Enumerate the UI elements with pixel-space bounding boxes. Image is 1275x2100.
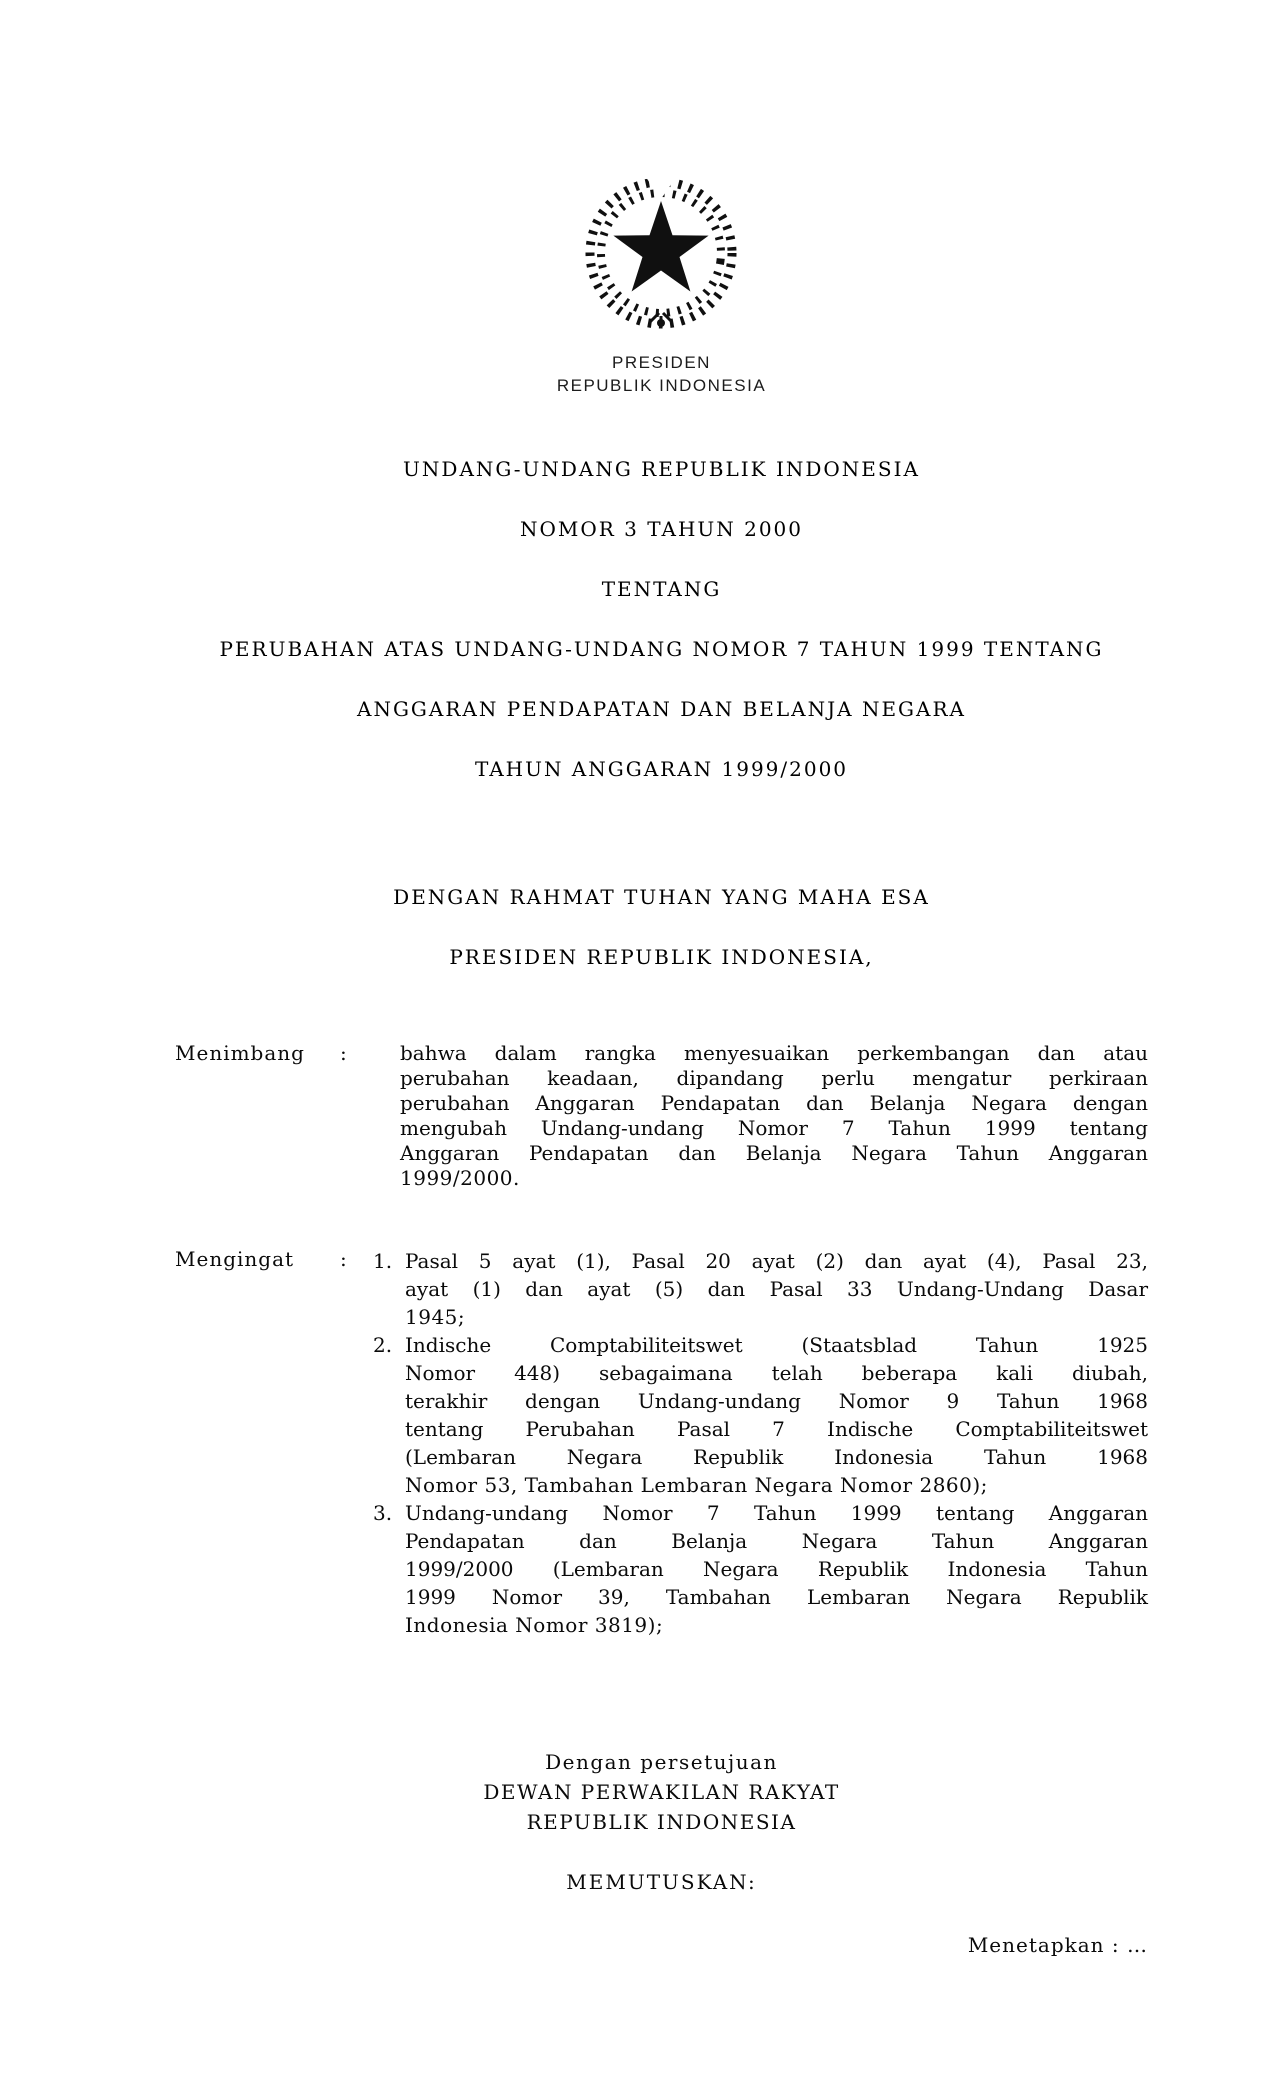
- paragraph-line: 1999 Nomor 39, Tambahan Lembaran Negara Republik: [405, 1585, 1148, 1609]
- menimbang-paragraph: [400, 1041, 1148, 1191]
- list-item-number: 1.: [373, 1249, 393, 1273]
- list-item: [373, 1331, 1148, 1499]
- list-item-text: [405, 1331, 1148, 1499]
- list-item: [373, 1247, 1148, 1331]
- law-title-line: ANGGARAN PENDAPATAN DAN BELANJA NEGARA: [357, 697, 966, 721]
- paragraph-line: terakhir dengan Undang-undang Nomor 9 Tahun 1968: [405, 1389, 1148, 1413]
- paragraph-line: 1945;: [405, 1305, 466, 1329]
- paragraph-line: perubahan keadaan, dipandang perlu mengatur perkiraan: [400, 1066, 1148, 1090]
- agreement-line: Dengan persetujuan: [545, 1750, 778, 1774]
- paragraph-line: Anggaran Pendapatan dan Belanja Negara Tahun Anggaran: [400, 1141, 1148, 1165]
- preamble-invocation: DENGAN RAHMAT TUHAN YANG MAHA ESA: [393, 885, 930, 909]
- law-title-line: TENTANG: [601, 577, 722, 601]
- list-item: [373, 1499, 1148, 1639]
- paragraph-line: mengubah Undang-undang Nomor 7 Tahun 1999 tentang: [400, 1116, 1148, 1140]
- paragraph-line: Nomor 53, Tambahan Lembaran Negara Nomor 2860);: [405, 1473, 988, 1497]
- paragraph-line: perubahan Anggaran Pendapatan dan Belanja Negara dengan: [400, 1091, 1148, 1115]
- paragraph-line: Indische Comptabiliteitswet (Staatsblad Tahun 1925: [405, 1333, 1148, 1357]
- letterhead-republik-indonesia: REPUBLIK INDONESIA: [556, 376, 767, 395]
- agreement-block: [175, 1747, 1148, 1837]
- mengingat-label: Mengingat: [175, 1247, 295, 1271]
- letterhead: [175, 351, 1148, 397]
- list-item-text: [405, 1499, 1148, 1639]
- letterhead-presiden: PRESIDEN: [612, 353, 711, 372]
- paragraph-line: (Lembaran Negara Republik Indonesia Tahun 1968: [405, 1445, 1148, 1469]
- paragraph-line: Pasal 5 ayat (1), Pasal 20 ayat (2) dan ayat (4), Pasal 23,: [405, 1249, 1148, 1273]
- agreement-line: DEWAN PERWAKILAN RAKYAT: [483, 1780, 840, 1804]
- list-item-number: 3.: [373, 1501, 393, 1525]
- preamble-authority: PRESIDEN REPUBLIK INDONESIA,: [449, 945, 874, 969]
- list-item-number: 2.: [373, 1333, 393, 1357]
- paragraph-line: Undang-undang Nomor 7 Tahun 1999 tentang Anggaran: [405, 1501, 1148, 1525]
- paragraph-line: 1999/2000.: [400, 1166, 520, 1190]
- paragraph-line: tentang Perubahan Pasal 7 Indische Comptabiliteitswet: [405, 1417, 1148, 1441]
- paragraph-line: 1999/2000 (Lembaran Negara Republik Indonesia Tahun: [405, 1557, 1148, 1581]
- law-title-line: TAHUN ANGGARAN 1999/2000: [474, 757, 849, 781]
- menetapkan-line: Menetapkan : …: [967, 1933, 1148, 1957]
- law-title-line: PERUBAHAN ATAS UNDANG-UNDANG NOMOR 7 TAHUN 1999 TENTANG: [219, 637, 1104, 661]
- mengingat-list: [373, 1247, 1148, 1639]
- mengingat-colon: :: [340, 1247, 347, 1271]
- preamble-block: [175, 884, 1148, 1004]
- menimbang-section: [175, 1041, 1148, 1191]
- menimbang-label: Menimbang: [175, 1041, 305, 1065]
- law-title-line: NOMOR 3 TAHUN 2000: [519, 517, 803, 541]
- agreement-line: REPUBLIK INDONESIA: [526, 1810, 797, 1834]
- law-title-line: UNDANG-UNDANG REPUBLIK INDONESIA: [403, 457, 920, 481]
- paragraph-line: bahwa dalam rangka menyesuaikan perkembangan dan atau: [400, 1041, 1148, 1065]
- law-title-block: [175, 456, 1148, 816]
- paragraph-line: Pendapatan dan Belanja Negara Tahun Anggaran: [405, 1529, 1148, 1553]
- list-item-text: [405, 1247, 1148, 1331]
- mengingat-section: [175, 1247, 1148, 1639]
- star-icon: [613, 201, 708, 292]
- paragraph-line: Indonesia Nomor 3819);: [405, 1613, 664, 1637]
- menimbang-colon: :: [340, 1041, 347, 1065]
- paragraph-line: ayat (1) dan ayat (5) dan Pasal 33 Undang-Undang Dasar: [405, 1277, 1148, 1301]
- presidential-emblem: [581, 175, 741, 335]
- star-wreath-icon: [581, 175, 741, 335]
- memutuskan-heading: MEMUTUSKAN:: [566, 1870, 757, 1894]
- paragraph-line: Nomor 448) sebagaimana telah beberapa kali diubah,: [405, 1361, 1148, 1385]
